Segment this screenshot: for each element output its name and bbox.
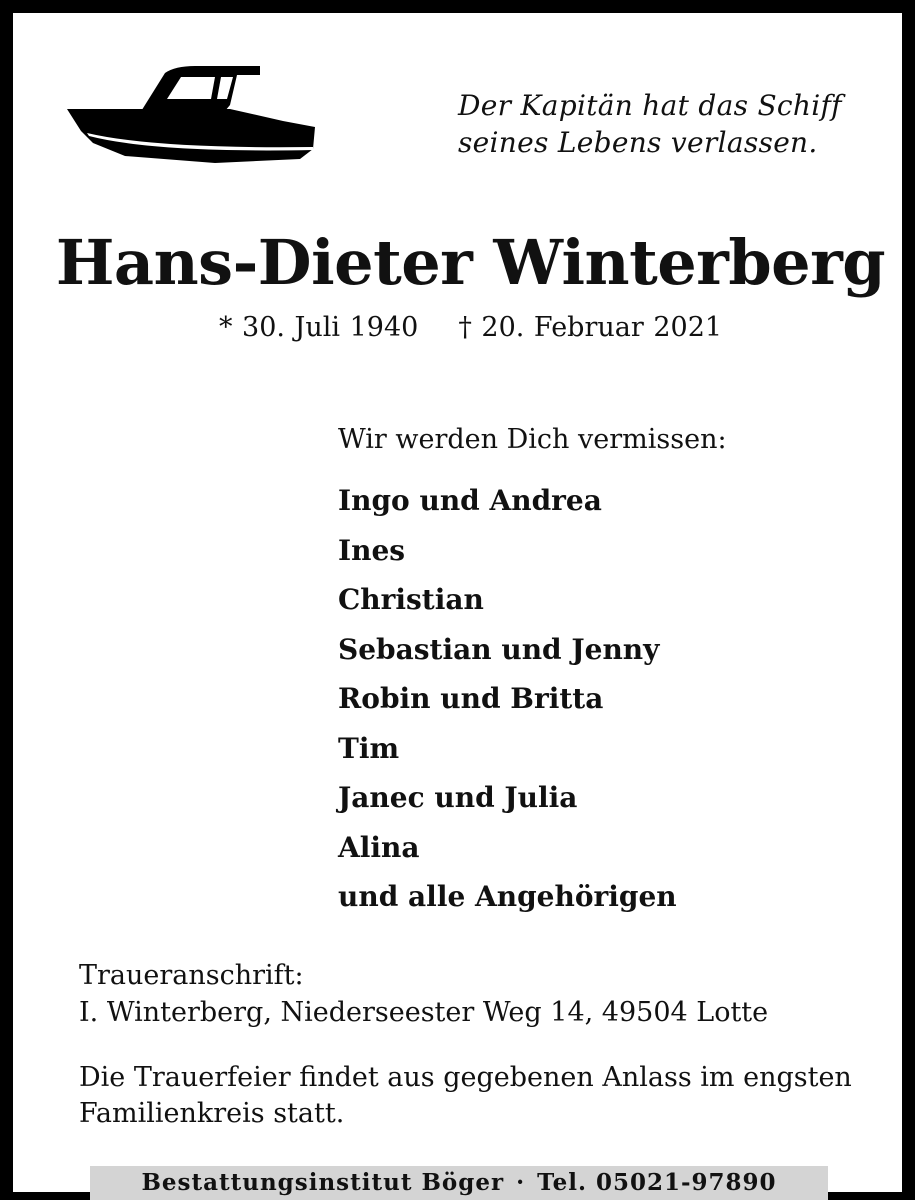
address-label: Traueranschrift:	[79, 960, 304, 991]
ceremony-line-1: Die Trauerfeier findet aus gegebenen Anlass im engsten	[79, 1062, 852, 1093]
funeral-home-name: Bestattungsinstitut Böger	[141, 1169, 505, 1196]
miss-line: Wir werden Dich vermissen:	[338, 424, 727, 455]
mourner-item: Robin und Britta	[338, 682, 604, 715]
mourner-item: Sebastian und Jenny	[338, 632, 660, 666]
motto-line-1: Der Kapitän hat das Schiff	[458, 89, 842, 122]
ceremony-line-2: Familienkreis statt.	[79, 1098, 345, 1129]
mourner-item: Alina	[338, 830, 420, 864]
birth-date: * 30. Juli 1940	[218, 312, 419, 343]
life-dates	[13, 308, 915, 348]
address-line: I. Winterberg, Niederseester Weg 14, 49504 Lotte	[79, 997, 769, 1028]
mourner-item: Christian	[338, 583, 484, 616]
funeral-home-banner	[90, 1166, 828, 1200]
mourning-address	[79, 957, 768, 1031]
mourner-item: Janec und Julia	[338, 781, 578, 814]
death-date: † 20. Februar 2021	[458, 312, 723, 343]
mourner-item: Tim	[338, 731, 400, 765]
motto-line-2: seines Lebens verlassen.	[458, 126, 818, 159]
ceremony-note	[79, 1060, 889, 1132]
mourners-list	[338, 476, 677, 922]
motto	[458, 87, 878, 161]
mourner-item: und alle Angehörigen	[338, 880, 677, 913]
deceased-name: Hans-Dieter Winterberg	[55, 226, 886, 299]
funeral-home-phone: Tel. 05021-97890	[537, 1169, 777, 1196]
mourner-item: Ines	[338, 533, 406, 567]
mourner-item: Ingo und Andrea	[338, 484, 602, 517]
separator-dot: ·	[516, 1169, 526, 1196]
motorboat-icon	[65, 63, 317, 173]
